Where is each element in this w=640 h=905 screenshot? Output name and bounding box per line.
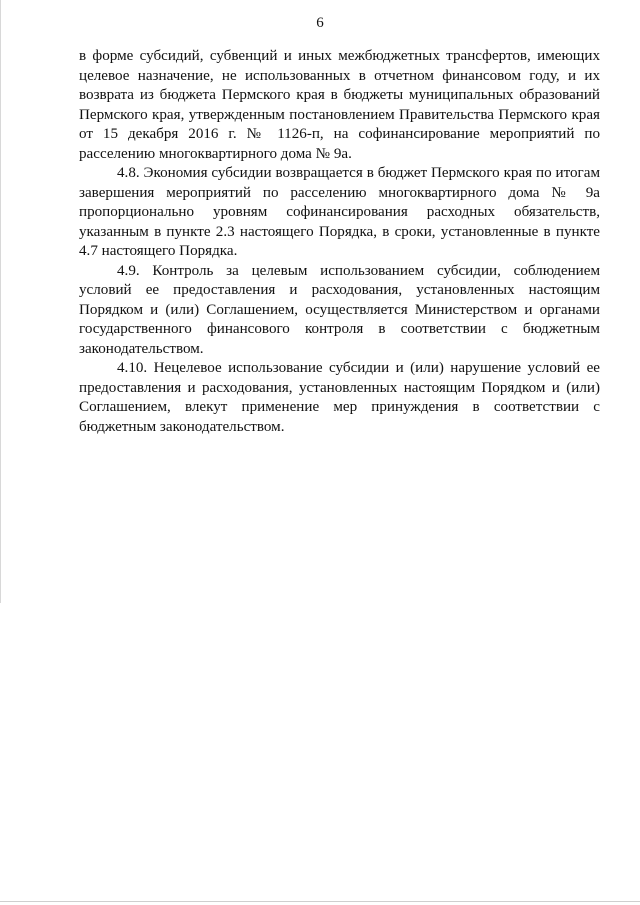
paragraph-4-10: 4.10. Нецелевое использование субсидии и (или) нарушение условий ее предоставления и расходования, установленных настоящим Порядком и (или) Соглашением, влекут применение мер принуждения в соответствии с бюджетным законодательством. (79, 360, 600, 435)
paragraph-4-8: 4.8. Экономия субсидии возвращается в бюджет Пермского края по итогам завершения мероприятий по расселению многоквартирного дома № 9а пропорционально уровням софинансирования расходных обязательств, указанным в пункте 2.3 настоящего Порядка, в сроки, установленные в пункте 4.7 настоящего Порядка. (79, 165, 600, 259)
page-number: 6 (316, 15, 324, 31)
document-body (79, 47, 600, 437)
paragraph-continuation: в форме субсидий, субвенций и иных межбюджетных трансфертов, имеющих целевое назначение, не использованных в отчетном финансовом году, и их возврата из бюджета Пермского края в бюджеты муниципальных образований Пермского края, утвержденным постановлением Правительства Пермского края от 15 декабря 2016 г. № 1126-п, на софинансирование мероприятий по расселению многоквартирного дома № 9а. (79, 48, 600, 162)
page-bottom-rule (0, 901, 640, 902)
paragraph-4-9: 4.9. Контроль за целевым использованием субсидии, соблюдением условий ее предоставления и расходования, установленных настоящим Порядком и (или) Соглашением, осуществляется Министерством и органами государственного финансового контроля в соответствии с бюджетным законодательством. (79, 262, 600, 357)
scan-left-edge (0, 0, 1, 603)
